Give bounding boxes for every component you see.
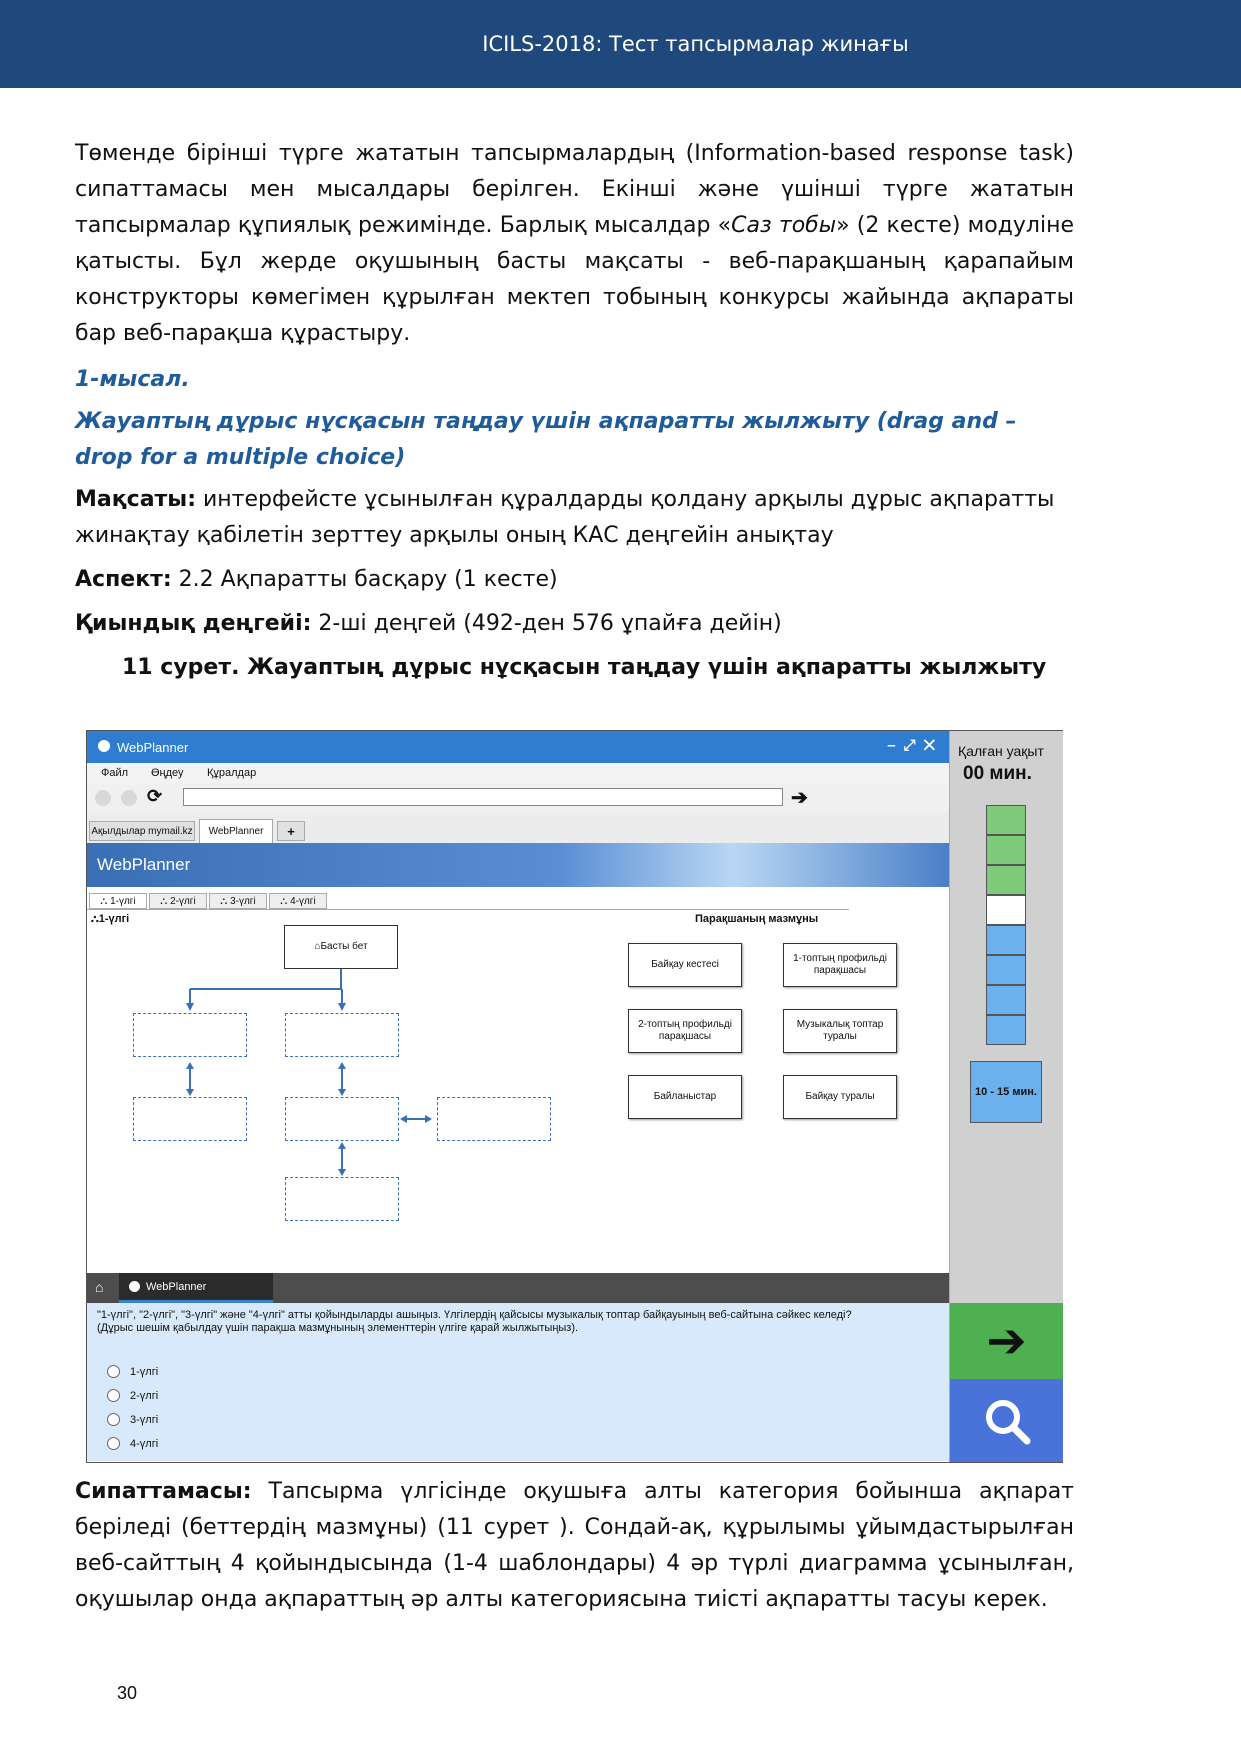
question-line1: "1-үлгі", "2-үлгі", "3-үлгі" және "4-үлгі" атты қойындыларды ашыңыз. Үлгілердің қайсысы музыкалық топтар байқауының веб-сайтына сәйкес келеді? — [97, 1309, 852, 1321]
goal-text: интерфейсте ұсынылған құралдарды қолдану арқылы дұрыс ақпаратты жинақтау қабілетін зерттеу арқылы оның КАС деңгейін анықтау — [75, 487, 1055, 548]
radio-button[interactable] — [107, 1389, 120, 1402]
content-card[interactable]: Байқау кестесі — [628, 943, 742, 987]
home-node-label: Басты бет — [320, 941, 368, 952]
question-line2: (Дұрыс шешім қабылдау үшін парақша мазмұнының элементтерін үлгіге қарай жылжытыңыз). — [97, 1322, 579, 1334]
option-4[interactable] — [107, 1437, 158, 1450]
maximize-icon[interactable]: ⤢ — [903, 737, 924, 754]
banner-title: WebPlanner — [97, 855, 191, 874]
menu-file[interactable]: Файл — [101, 767, 129, 779]
drop-slot[interactable] — [437, 1097, 551, 1141]
progress-block — [986, 985, 1026, 1015]
time-block-label: 10 - 15 мин. — [970, 1061, 1042, 1123]
menu-bar — [87, 763, 949, 783]
content-card[interactable]: 2-топтың профильді парақшасы — [628, 1009, 742, 1053]
forward-icon[interactable] — [121, 790, 137, 806]
drop-slot[interactable] — [285, 1177, 399, 1221]
window-controls — [887, 737, 943, 754]
new-tab-button[interactable]: + — [277, 821, 305, 841]
menu-edit[interactable]: Өңдеу — [151, 767, 184, 779]
drop-slot[interactable] — [133, 1097, 247, 1141]
progress-block — [986, 1015, 1026, 1045]
window-titlebar — [87, 731, 949, 763]
intro-part2: » (2 кесте) модуліне қатысты. Бұл жерде оқушының басты мақсаты - веб-парақшаның қарапайым конструкторы көмегімен құрылған мектеп тобының конкурсы жайында ақпараты бар веб-парақша құрастыру. — [75, 213, 1074, 346]
radio-button[interactable] — [107, 1365, 120, 1378]
minimize-icon[interactable]: – — [887, 737, 904, 754]
figure-screenshot — [86, 730, 1063, 1463]
option-3[interactable] — [107, 1413, 158, 1426]
progress-block — [986, 895, 1026, 925]
sitemap-icon: ⛬ — [91, 913, 99, 925]
content-card[interactable]: Музыкалық топтар туралы — [783, 1009, 897, 1053]
sitemap-icon: ⛬ — [280, 895, 291, 907]
progress-block — [986, 865, 1026, 895]
sitemap-icon: ⛬ — [160, 895, 171, 907]
aspect-paragraph — [75, 562, 1074, 598]
description-text: Тапсырма үлгісінде оқушыға алты категория бойынша ақпарат беріледі (беттердің мазмұны) (11 сурет ). Сондай-ақ, құрылымы ұйымдастырылған веб-сайттың 4 қойындысында (1-4 шаблондары) 4 әр түрлі диаграмма ұсынылған, оқушылар онда ақпараттың әр алты категориясына тиісті ақпаратты тасуы керек. — [75, 1479, 1074, 1612]
progress-block — [986, 835, 1026, 865]
search-button[interactable] — [950, 1379, 1063, 1462]
intro-part1: Төменде бірінші түрге жататын тапсырмалардың (Information-based response task) сипаттамасы мен мысалдары берілген. Екінші және үшінші түрге жататын тапсырмалар құпиялық режимінде. Барлық мысалдар « — [75, 141, 1074, 238]
difficulty-paragraph — [75, 606, 1074, 642]
option-2[interactable] — [107, 1389, 158, 1402]
question-area — [87, 1303, 949, 1461]
main-text — [75, 136, 1074, 686]
timer-sidebar — [949, 731, 1063, 1462]
taskbar — [87, 1273, 949, 1303]
difficulty-label: Қиындық деңгейі: — [75, 611, 312, 636]
example-subtitle: Жауаптың дұрыс нұсқасын таңдау үшін ақпаратты жылжыту (drag and – drop for a multiple choice) — [75, 409, 1017, 470]
taskbar-tab-label: WebPlanner — [146, 1280, 207, 1293]
template-tab-2-label: 2-үлгі — [170, 895, 196, 907]
aspect-text: 2.2 Ақпаратты басқару (1 кесте) — [171, 567, 558, 592]
content-card[interactable]: 1-топтың профильді парақшасы — [783, 943, 897, 987]
taskbar-tab-webplanner[interactable] — [119, 1273, 273, 1303]
drop-slot[interactable] — [285, 1013, 399, 1057]
webplanner-workspace — [87, 887, 949, 1259]
time-remaining-value: 00 мин. — [963, 763, 1032, 784]
drop-slot[interactable] — [133, 1013, 247, 1057]
current-template-text: 1-үлгі — [98, 913, 130, 925]
home-icon: ⌂ — [314, 941, 321, 952]
tab-webplanner[interactable]: WebPlanner — [199, 819, 273, 843]
intro-italic: Саз тобы — [731, 213, 837, 238]
tab-mail[interactable]: Ақылдылар mymail.kz — [89, 821, 195, 841]
close-icon[interactable]: ✕ — [923, 737, 943, 754]
header-title: ICILS-2018: Тест тапсырмалар жинағы — [482, 32, 909, 56]
question-text — [97, 1309, 917, 1335]
sitemap-icon: ⛬ — [100, 895, 111, 907]
progress-block — [986, 955, 1026, 985]
content-card[interactable]: Байқау туралы — [783, 1075, 897, 1119]
magnifier-icon — [982, 1396, 1032, 1446]
description-label: Сипаттамасы: — [75, 1479, 252, 1504]
go-arrow-icon[interactable]: ➔ — [791, 787, 808, 809]
back-icon[interactable] — [95, 790, 111, 806]
progress-block — [986, 805, 1026, 835]
address-bar — [87, 783, 949, 814]
url-input[interactable] — [183, 788, 783, 806]
browser-tabs — [87, 813, 949, 843]
goal-paragraph — [75, 482, 1074, 554]
content-card[interactable]: Байланыстар — [628, 1075, 742, 1119]
figure-caption: 11 сурет. Жауаптың дұрыс нұсқасын таңдау үшін ақпаратты жылжыту — [122, 655, 1047, 680]
template-tab-3-label: 3-үлгі — [230, 895, 256, 907]
intro-paragraph — [75, 136, 1074, 352]
menu-tools[interactable]: Құралдар — [207, 767, 257, 779]
sitemap-icon: ⛬ — [220, 895, 231, 907]
drop-slot[interactable] — [285, 1097, 399, 1141]
option-4-label: 4-үлгі — [130, 1437, 159, 1450]
template-tab-1-label: 1-үлгі — [110, 895, 136, 907]
difficulty-text: 2-ші деңгей (492-ден 576 ұпайға дейін) — [311, 611, 782, 636]
progress-block — [986, 925, 1026, 955]
webplanner-banner — [87, 843, 949, 887]
globe-icon — [98, 740, 110, 752]
page-header — [0, 0, 1241, 88]
window-title: WebPlanner — [117, 739, 189, 755]
option-1-label: 1-үлгі — [130, 1365, 159, 1378]
goal-label: Мақсаты: — [75, 487, 196, 512]
aspect-label: Аспект: — [75, 567, 172, 592]
home-icon[interactable]: ⌂ — [95, 1279, 104, 1295]
option-2-label: 2-үлгі — [130, 1389, 159, 1402]
next-button[interactable] — [950, 1303, 1063, 1379]
template-tab-4-label: 4-үлгі — [290, 895, 316, 907]
arrow-right-icon: ➔ — [986, 1315, 1027, 1368]
option-1[interactable] — [107, 1365, 158, 1378]
globe-icon — [129, 1281, 140, 1292]
radio-button[interactable] — [107, 1413, 120, 1426]
refresh-icon[interactable]: ⟳ — [147, 786, 163, 806]
page-number: 30 — [117, 1683, 138, 1703]
example-title: 1-мысал. — [75, 367, 190, 392]
description-paragraph — [75, 1474, 1074, 1618]
radio-button[interactable] — [107, 1437, 120, 1450]
option-3-label: 3-үлгі — [130, 1413, 159, 1426]
time-remaining-label: Қалған уақыт — [958, 743, 1044, 759]
content-heading: Парақшаның мазмұны — [695, 913, 819, 925]
